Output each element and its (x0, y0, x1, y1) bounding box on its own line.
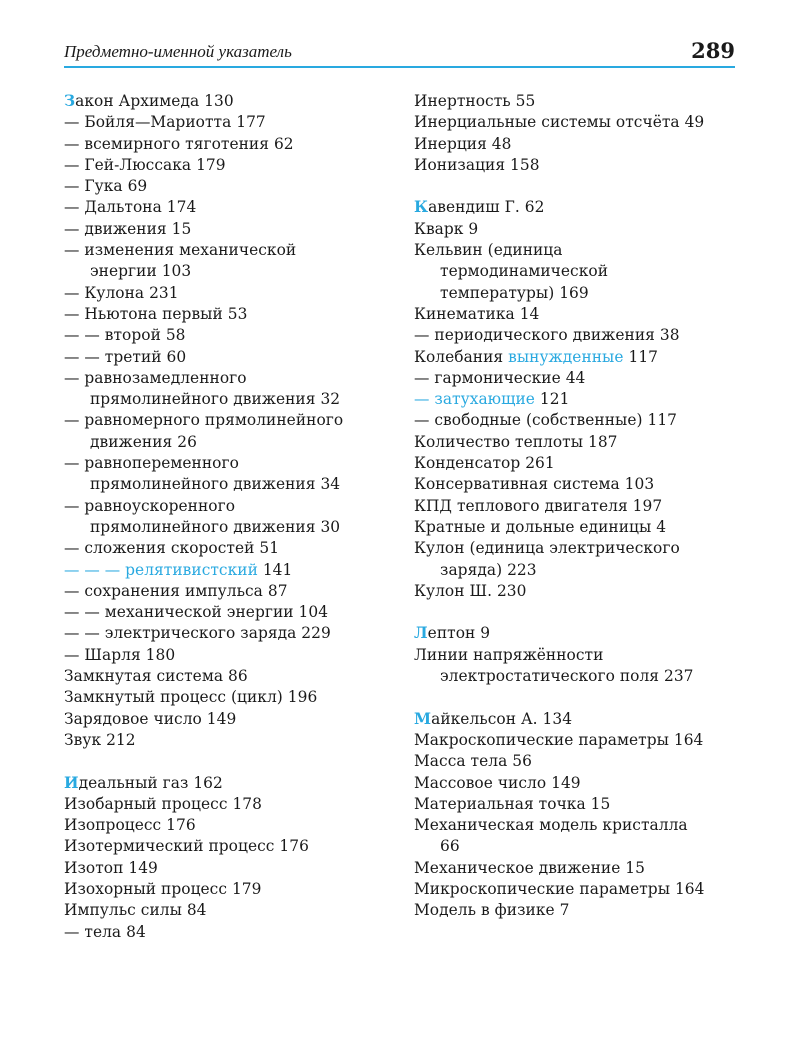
index-entry-text: деальный газ 162 (78, 773, 223, 792)
index-entry-text: — — второй 58 (64, 326, 186, 345)
index-entry-text: прямолинейного движения 34 (90, 475, 341, 494)
index-entry-text: Модель в физике 7 (414, 901, 570, 920)
index-entry (64, 815, 394, 836)
index-entry (414, 219, 744, 240)
index-entry-text: Материальная точка 15 (414, 794, 611, 813)
index-entry (64, 602, 394, 623)
index-entry-text: Конденсатор 261 (414, 454, 555, 473)
index-entry-text: — сохранения импульса 87 (64, 581, 288, 600)
index-entry-text: акон Архимеда 130 (75, 92, 234, 110)
index-entry (64, 134, 394, 155)
index-entry-text: Зарядовое число 149 (64, 709, 237, 728)
index-entry (64, 261, 394, 282)
index-entry-text: — всемирного тяготения 62 (64, 134, 294, 153)
index-section (414, 197, 744, 602)
index-entry-text: — движения 15 (64, 219, 192, 238)
index-entry (64, 645, 394, 666)
index-entry (414, 474, 744, 495)
index-column-right (414, 91, 744, 922)
index-entry-text: — Ньютона первый 53 (64, 304, 248, 323)
index-entry-text: Количество теплоты 187 (414, 432, 618, 451)
index-entry-text: заряда) 223 (440, 560, 537, 579)
index-entry (64, 496, 394, 517)
index-entry-text: температуры) 169 (440, 283, 589, 302)
index-entry-text: Консервативная система 103 (414, 475, 655, 494)
index-entry (64, 240, 394, 261)
index-entry-text: — свободные (собственные) 117 (414, 411, 678, 430)
index-entry-text: ептон 9 (427, 624, 491, 643)
index-entry-text: электростатического поля 237 (440, 667, 694, 686)
index-entry-highlight: — — — релятивистский (64, 560, 258, 579)
index-entry (414, 325, 744, 346)
index-entry-text: 117 (623, 347, 658, 366)
index-entry (414, 794, 744, 815)
index-entry (64, 474, 394, 495)
index-entry (64, 773, 394, 794)
section-gap (414, 602, 744, 623)
index-entry-text: Кельвин (единица (414, 241, 563, 260)
index-entry-text: — Кулона 231 (64, 283, 179, 302)
index-entry (414, 836, 744, 857)
index-entry (414, 773, 744, 794)
index-entry-text: 66 (440, 837, 460, 856)
index-entry-text: Кварк 9 (414, 219, 479, 238)
index-entry-text: — сложения скоростей 51 (64, 539, 280, 558)
index-entry-text: прямолинейного движения 32 (90, 390, 341, 409)
index-entry (64, 623, 394, 644)
index-entry (414, 858, 744, 879)
index-entry (64, 709, 394, 730)
index-entry-text: Масса тела 56 (414, 752, 532, 771)
index-entry-text: Звук 212 (64, 730, 136, 749)
index-entry-highlight: вынужденные (508, 347, 624, 366)
index-entry (414, 347, 744, 368)
index-entry (414, 581, 744, 602)
index-entry-text: Замкнутая система 86 (64, 667, 248, 686)
index-entry (414, 155, 744, 176)
index-entry-highlight: — затухающие (414, 390, 535, 409)
index-entry-text: — Гука 69 (64, 177, 148, 196)
index-entry (414, 410, 744, 431)
index-section (414, 623, 744, 687)
index-entry-text: — Гей-Люссака 179 (64, 155, 226, 174)
index-entry (64, 581, 394, 602)
index-entry (64, 453, 394, 474)
index-entry (414, 197, 744, 218)
section-gap (414, 687, 744, 708)
index-entry (64, 794, 394, 815)
index-entry-text: Кинематика 14 (414, 304, 540, 323)
index-entry (414, 730, 744, 751)
index-entry (64, 155, 394, 176)
index-entry-text: прямолинейного движения 30 (90, 517, 341, 536)
index-entry (414, 666, 744, 687)
index-entry-text: Изобарный процесс 178 (64, 794, 262, 813)
index-entry (414, 283, 744, 304)
index-entry-text: Механическая модель кристалла (414, 816, 688, 835)
index-entry-text: Замкнутый процесс (цикл) 196 (64, 688, 318, 707)
index-entry-text: — равнопеременного (64, 454, 239, 473)
index-entry-text: КПД теплового двигателя 197 (414, 496, 663, 515)
index-entry (64, 176, 394, 197)
index-entry-text: Изотермический процесс 176 (64, 837, 309, 856)
index-entry (64, 858, 394, 879)
index-entry-text: Механическое движение 15 (414, 858, 645, 877)
page-number: 289 (691, 38, 735, 63)
index-entry-text: — тела 84 (64, 922, 146, 941)
index-entry (64, 347, 394, 368)
section-gap (414, 176, 744, 197)
index-entry-text: — периодического движения 38 (414, 326, 680, 345)
index-entry-text: — Бойля—Мариотта 177 (64, 113, 266, 132)
index-entry-text: 121 (534, 390, 570, 409)
index-entry-text: — — механической энергии 104 (64, 603, 329, 622)
index-entry-text: — равноускоренного (64, 496, 236, 515)
index-entry-text: термодинамической (440, 262, 609, 281)
index-entry (64, 879, 394, 900)
index-entry (64, 112, 394, 133)
index-entry (414, 538, 744, 559)
index-entry-text: Изотоп 149 (64, 858, 158, 877)
index-entry-text: — равномерного прямолинейного (64, 411, 344, 430)
index-entry (64, 922, 394, 943)
index-entry (64, 389, 394, 410)
index-entry-term: Колебания (414, 347, 509, 366)
index-entry (414, 517, 744, 538)
index-entry (414, 261, 744, 282)
running-header (64, 38, 735, 68)
section-initial-letter: К (414, 198, 429, 217)
index-entry-text: Изопроцесс 176 (64, 816, 196, 835)
index-entry (64, 410, 394, 431)
index-entry-text: Кулон (единица электрического (414, 539, 680, 558)
index-section (64, 773, 394, 943)
index-entry-text: 141 (257, 560, 293, 579)
index-entry-text: — Дальтона 174 (64, 198, 197, 217)
index-entry (64, 836, 394, 857)
section-initial-letter: Л (414, 624, 428, 643)
section-initial-letter: И (64, 773, 79, 792)
index-entry-text: авендиш Г. 62 (428, 198, 545, 217)
index-entry-text: — изменения механической (64, 241, 297, 260)
index-entry (414, 496, 744, 517)
index-section (64, 91, 394, 751)
index-entry (64, 219, 394, 240)
index-entry (64, 325, 394, 346)
index-entry (64, 687, 394, 708)
index-entry (64, 368, 394, 389)
index-entry (64, 666, 394, 687)
index-entry-text: Изохорный процесс 179 (64, 879, 262, 898)
index-entry-text: движения 26 (90, 432, 197, 451)
index-entry (414, 623, 744, 644)
index-column-left (64, 91, 394, 943)
index-entry-text: Ионизация 158 (414, 155, 540, 174)
index-entry-text: Кулон Ш. 230 (414, 581, 527, 600)
index-entry-text: — гармонические 44 (414, 368, 586, 387)
index-entry-text: Массовое число 149 (414, 773, 581, 792)
index-entry (64, 91, 394, 112)
section-gap (64, 751, 394, 772)
index-entry (414, 815, 744, 836)
index-entry-text: энергии 103 (90, 262, 192, 281)
index-entry-text: Инерция 48 (414, 134, 512, 153)
index-entry-text: Инертность 55 (414, 92, 536, 110)
index-entry (414, 112, 744, 133)
index-entry (64, 900, 394, 921)
index-entry (414, 900, 744, 921)
index-entry-text: Кратные и дольные единицы 4 (414, 517, 667, 536)
index-entry (414, 645, 744, 666)
index-entry-text: Инерциальные системы отсчёта 49 (414, 113, 705, 132)
section-initial-letter: З (64, 92, 76, 110)
index-entry-text: Линии напряжённости (414, 645, 604, 664)
index-entry (414, 240, 744, 261)
index-entry (414, 134, 744, 155)
index-entry (414, 304, 744, 325)
index-entry (414, 879, 744, 900)
index-entry (414, 368, 744, 389)
header-title: Предметно-именной указатель (64, 42, 292, 61)
index-entry (414, 751, 744, 772)
index-entry-text: — равнозамедленного (64, 368, 247, 387)
index-entry (64, 283, 394, 304)
index-entry (64, 517, 394, 538)
index-entry (64, 197, 394, 218)
index-entry-text: айкельсон А. 134 (431, 709, 573, 728)
index-entry-text: — — электрического заряда 229 (64, 624, 331, 643)
index-entry (64, 560, 394, 581)
index-entry (414, 432, 744, 453)
index-entry (414, 453, 744, 474)
index-entry-text: Макроскопические параметры 164 (414, 730, 704, 749)
index-entry-text: Импульс силы 84 (64, 901, 207, 920)
index-section (414, 709, 744, 922)
index-section (414, 91, 744, 176)
index-entry (414, 709, 744, 730)
index-entry (64, 304, 394, 325)
index-entry-text: Микроскопические параметры 164 (414, 879, 705, 898)
index-entry-text: — — третий 60 (64, 347, 187, 366)
index-entry (64, 538, 394, 559)
index-entry-text: — Шарля 180 (64, 645, 176, 664)
index-entry (64, 730, 394, 751)
index-entry (414, 91, 744, 112)
section-initial-letter: М (414, 709, 432, 728)
index-entry (64, 432, 394, 453)
index-entry (414, 389, 744, 410)
index-entry (414, 560, 744, 581)
